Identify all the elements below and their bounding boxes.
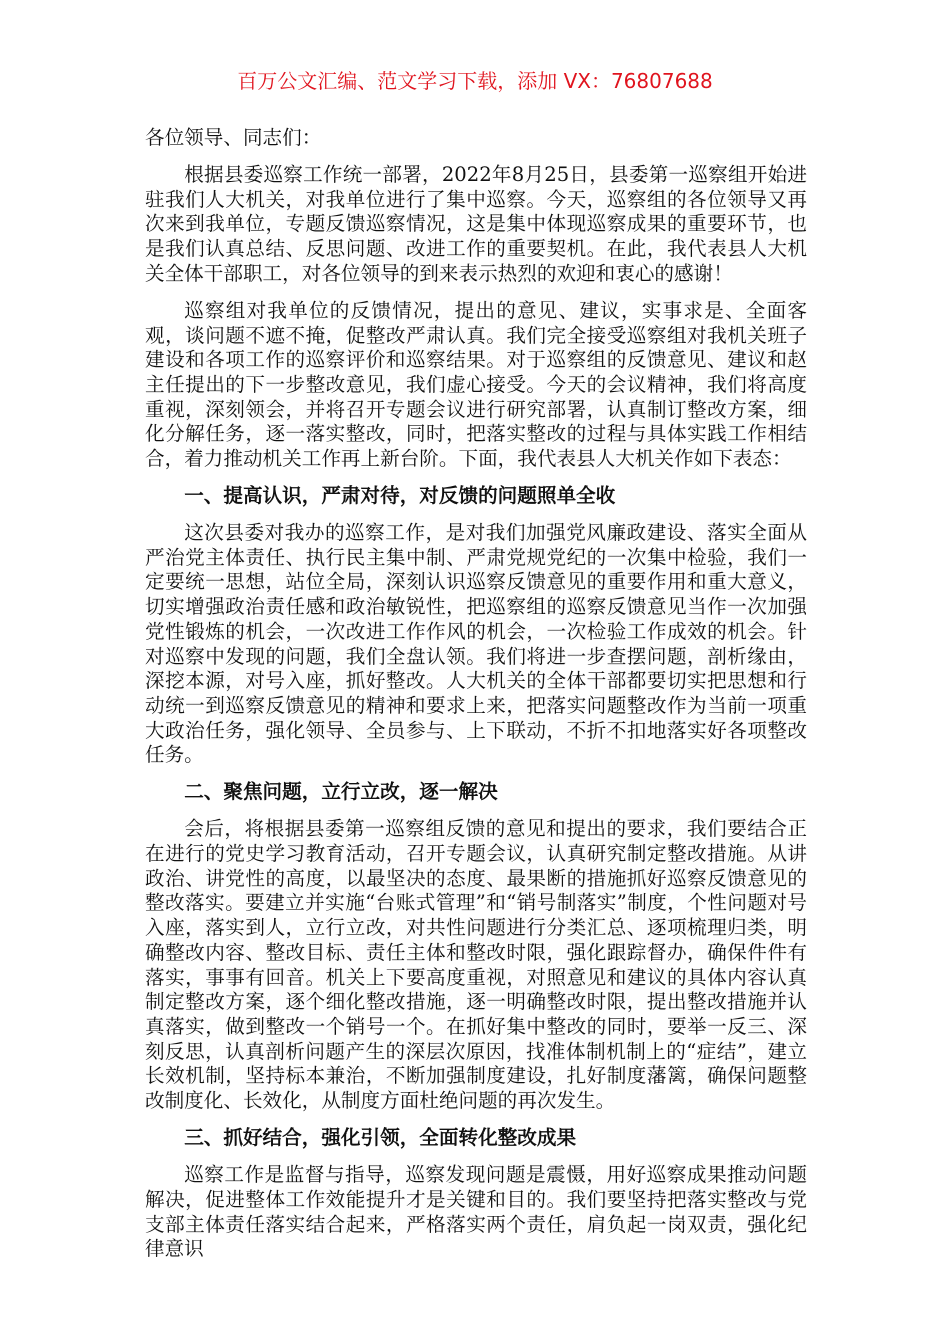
document-body: [145, 126, 807, 1274]
salutation: 各位领导、同志们：: [145, 126, 322, 149]
paragraph-response: 巡察组对我单位的反馈情况，提出的意见、建议，实事求是、全面客观，谈问题不遮不掩，促整改严肃认真。我们完全接受巡察组对我机关班子建设和各项工作的巡察评价和巡察结果。对于巡察组的反馈意见、建议和赵主任提出的下一步整改意见，我们虚心接受。今天的会议精神，我们将高度重视，深刻领会，并将召开专题会议进行研究部署，认真制订整改方案，细化分解任务，逐一落实整改，同时，把落实整改的过程与具体实践工作相结合，着力推动机关工作再上新台阶。下面，我代表县人大机关作如下表态：: [145, 298, 807, 471]
section-heading-1: 一、提高认识，严肃对待，对反馈的问题照单全收: [184, 484, 616, 508]
section-heading-3: 三、抓好结合，强化引领，全面转化整改成果: [184, 1126, 577, 1150]
paragraph-intro: 根据县委巡察工作统一部署，2022年8月25日，县委第一巡察组开始进驻我们人大机关，对我单位进行了集中巡察。今天，巡察组的各位领导又再次来到我单位，专题反馈巡察情况，这是集中体现巡察成果的重要环节，也是我们认真总结、反思问题、改进工作的重要契机。在此，我代表县人大机关全体干部职工，对各位领导的到来表示热烈的欢迎和衷心的感谢！: [145, 163, 807, 285]
section-body-1: 这次县委对我办的巡察工作，是对我们加强党风廉政建设、落实全面从严治党主体责任、执行民主集中制、严肃党规党纪的一次集中检验，我们一定要统一思想，站位全局，深刻认识巡察反馈意见的重要作用和重大意义，切实增强政治责任感和政治敏锐性，把巡察组的巡察反馈意见当作一次加强党性锻炼的机会，一次改进工作作风的机会，一次检验工作成效的机会。针对巡察中发现的问题，我们全盘认领。我们将进一步查摆问题，剖析缘由，深挖本源，对号入座，抓好整改。人大机关的全体干部都要切实把思想和行动统一到巡察反馈意见的精神和要求上来，把落实问题整改作为当前一项重大政治任务，强化领导、全员参与、上下联动，不折不扣地落实好各项整改任务。: [145, 521, 807, 767]
section-body-3: 巡察工作是监督与指导，巡察发现问题是震慑，用好巡察成果推动问题解决，促进整体工作效能提升才是关键和目的。我们要坚持把落实整改与党支部主体责任落实结合起来，严格落实两个责任，肩负起一岗双责，强化纪律意识: [145, 1163, 807, 1261]
section-body-2: 会后，将根据县委第一巡察组反馈的意见和提出的要求，我们要结合正在进行的党史学习教育活动，召开专题会议，认真研究制定整改措施。从讲政治、讲党性的高度，以最坚决的态度、最果断的措施抓好巡察反馈意见的整改落实。要建立并实施“台账式管理”和“销号制落实”制度，个性问题对号入座，落实到人，立行立改，对共性问题进行分类汇总、逐项梳理归类，明确整改内容、整改目标、责任主体和整改时限，强化跟踪督办，确保件件有落实，事事有回音。机关上下要高度重视，对照意见和建议的具体内容认真制定整改方案，逐个细化整改措施，逐一明确整改时限，提出整改措施并认真落实，做到整改一个销号一个。在抓好集中整改的同时，要举一反三、深刻反思，认真剖析问题产生的深层次原因，找准体制机制上的“症结”，建立长效机制，坚持标本兼治，不断加强制度建设，扎好制度藩篱，确保问题整改制度化、长效化，从制度方面杜绝问题的再次发生。: [145, 817, 807, 1113]
section-heading-2: 二、聚焦问题，立行立改，逐一解决: [184, 780, 498, 804]
watermark-banner: 百万公文汇编、范文学习下载，添加 VX：76807688: [237, 69, 713, 93]
